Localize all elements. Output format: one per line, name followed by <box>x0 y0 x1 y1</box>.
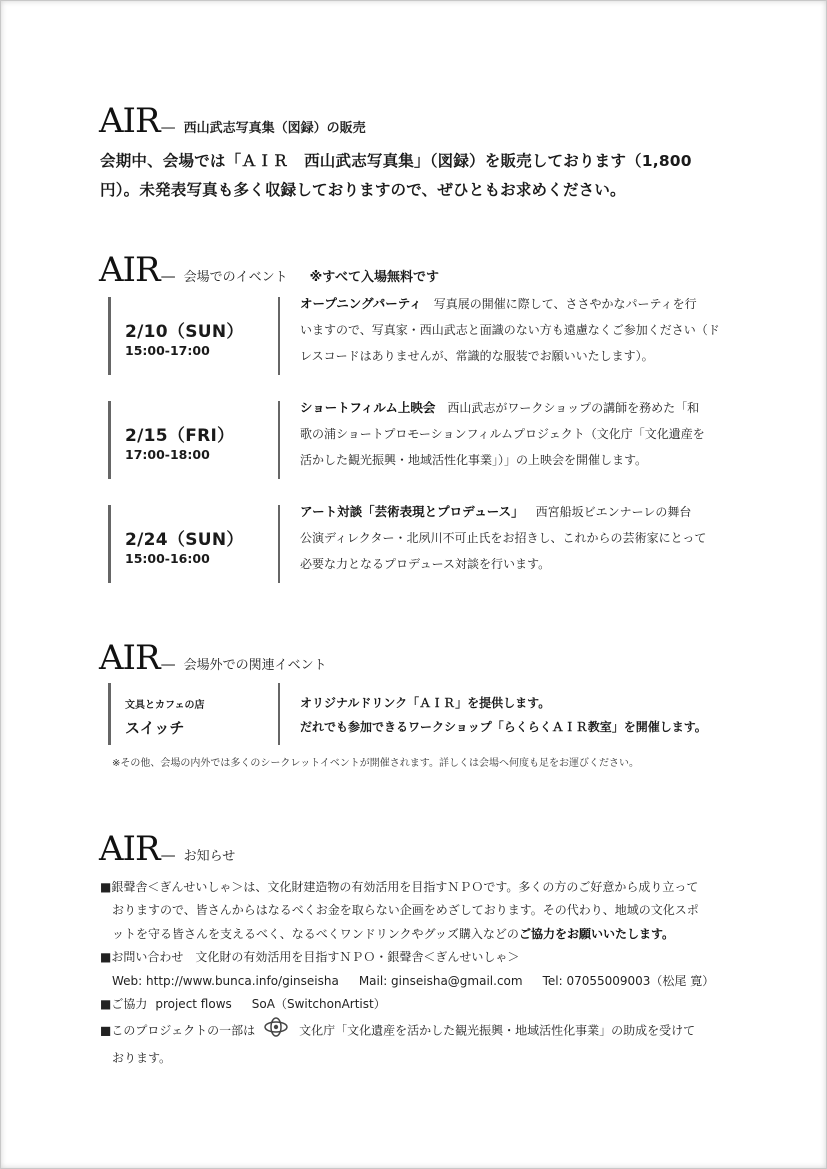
event-time: 17:00-18:00 <box>125 447 210 462</box>
section-title-notices: お知らせ <box>183 849 236 864</box>
shop-name: スイッチ <box>125 719 185 737</box>
notice-support: ■このプロジェクトの一部は 文化庁「文化遺産を活かした観光振興・地域活性化事業」の助成を受けて <box>100 1016 740 1046</box>
section-title-sale: 西山武志写真集（図録）の販売 <box>183 121 366 136</box>
air-logo: AIR <box>99 829 160 869</box>
event-date: 2/15（FRI） <box>125 426 235 446</box>
event-title: オープニングパーティ <box>300 296 422 311</box>
event-title: ショートフィルム上映会 <box>300 400 436 415</box>
notice-cooperation: ■ご協力 project flows SoA（SwitchonArtist） <box>100 997 386 1012</box>
shop-block <box>108 683 280 745</box>
event-date-block <box>108 505 280 583</box>
mail-link[interactable]: Mail: ginseisha@gmail.com <box>358 973 523 988</box>
section-header-events: AIR — 会場でのイベント ※すべて入場無料です <box>99 250 439 290</box>
event-time: 15:00-16:00 <box>125 551 210 566</box>
section-title-related: 会場外での関連イベント <box>183 658 327 673</box>
section-header-sale: AIR — 西山武志写真集（図録）の販売 <box>99 101 366 141</box>
shop-subtitle: 文具とカフェの店 <box>125 700 205 711</box>
event-date-block <box>108 401 280 479</box>
notice-npo: ■銀聲舎＜ぎんせいしゃ＞は、文化財建造物の有効活用を目指すＮＰＯです。多くの方のご好意から成り立って <box>100 880 699 894</box>
sale-description: 会期中、会場では「ＡＩＲ 西山武志写真集」（図録）を販売しております（1,800 円）。未発表写真も多く収録しておりますので、ぜひともお求めください。 <box>100 152 692 199</box>
event-item <box>108 505 748 583</box>
agency-cultural-affairs-logo-icon <box>263 1016 289 1046</box>
notice-contact: ■お問い合わせ 文化財の有効活用を目指すＮＰＯ・銀聲舎＜ぎんせいしゃ＞ <box>100 950 520 965</box>
event-date-block <box>108 297 280 375</box>
notices-body: ■銀聲舎＜ぎんせいしゃ＞は、文化財建造物の有効活用を目指すＮＰＯです。多くの方のご好意から成り立って おりますので、皆さんからはなるべくお金を取らない企画をめざしております。その代わり、地域の文化スポ ットを守る皆さんを支えるべく、なるべくワンドリンクやグッズ購入などのご協力をお願いいたします。 ■お問い合わせ 文化財の有効活用を目指すＮＰＯ・銀聲舎＜ぎんせいしゃ＞ Web: http://www.bunca.info/ginseisha Mail: ginseisha@gmail.com Tel: 07055009003（松尾 寛） ■ご協力 project flows SoA（SwitchonArtist） ■このプロジェクトの一部は 文化庁「文化遺産を活かした観光振興・地域活性化事業」の助成を受けて おります。 <box>100 876 740 1070</box>
air-logo: AIR <box>99 250 160 290</box>
section-header-notices: AIR — お知らせ <box>99 829 236 869</box>
event-description: ショートフィルム上映会 西山武志がワークショップの講師を務めた「和 歌の浦ショートプロモーションフィルムプロジェクト（文化庁「文化遺産を 活かした観光振興・地域活性化事業」）」の上映会を開催します。 <box>300 400 705 467</box>
related-footnote: ※その他、会場の内外では多くのシークレットイベントが開催されます。詳しくは会場へ何度も足をお運びください。 <box>112 758 639 769</box>
free-admission-note: ※すべて入場無料です <box>309 270 439 285</box>
event-date: 2/10（SUN） <box>125 322 244 342</box>
web-link[interactable]: Web: http://www.bunca.info/ginseisha <box>112 973 339 988</box>
contact-details <box>100 970 740 993</box>
event-item <box>108 401 748 479</box>
tel-number: Tel: 07055009003（松尾 寛） <box>542 973 715 988</box>
event-description: オープニングパーティ 写真展の開催に際して、ささやかなパーティを行 いますので、写真家・西山武志と面識のない方も遠慮なくご参加ください（ド レスコードはありませんが、常識的な服装でお願いいたします）。 <box>300 296 720 363</box>
event-title: アート対談「芸術表現とプロデュース」 <box>300 504 524 519</box>
related-event <box>108 683 748 745</box>
section-header-related: AIR — 会場外での関連イベント <box>99 638 327 678</box>
air-logo: AIR <box>99 638 160 678</box>
event-item <box>108 297 748 375</box>
related-event-description: オリジナルドリンク「ＡＩＲ」を提供します。 だれでも参加できるワークショップ「らくらくＡＩＲ教室」を開催します。 <box>300 696 707 734</box>
section-title-events: 会場でのイベント <box>183 270 288 285</box>
air-logo: AIR <box>99 101 160 141</box>
event-date: 2/24（SUN） <box>125 530 244 550</box>
event-description: アート対談「芸術表現とプロデュース」 西宮船坂ビエンナーレの舞台 公演ディレクター・北夙川不可止氏をお招きし、これからの芸術家にとって 必要な力となるプロデュース対談を行います。 <box>300 504 707 571</box>
event-time: 15:00-17:00 <box>125 343 210 358</box>
